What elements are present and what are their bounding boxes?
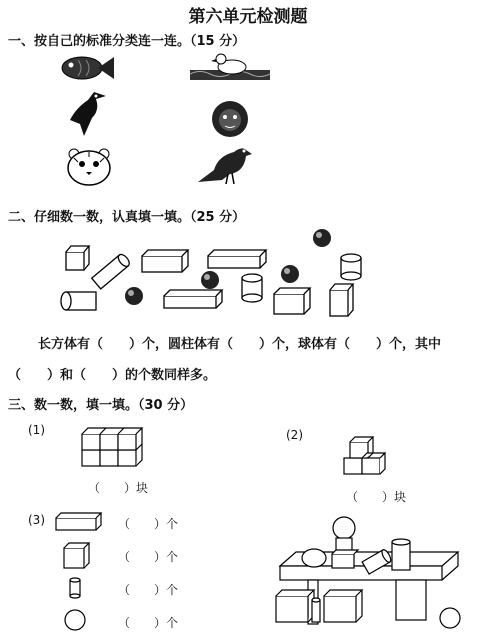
cylinder-icon — [70, 578, 80, 598]
part-3-row-2: （ ）个 — [118, 550, 179, 564]
cuboid-shape — [142, 250, 188, 272]
cube-stack-2 — [340, 434, 400, 480]
fill-in-line-2: （ ）和（ ）的个数同样多。 — [8, 368, 217, 383]
crow-picture — [66, 90, 108, 138]
duck-picture — [190, 52, 270, 84]
pigeon-picture — [196, 142, 254, 186]
shape-legend — [52, 510, 112, 636]
sphere-shape — [201, 271, 219, 289]
cuboid-shape — [164, 290, 222, 308]
sphere-shape — [281, 265, 299, 283]
cylinder-shape — [242, 274, 262, 302]
part-2-label: (2) — [286, 428, 303, 442]
cube-icon — [64, 543, 89, 568]
fill-in-line-1: 长方体有（ ）个，圆柱体有（ ）个，球体有（ ）个，其中 — [38, 337, 442, 352]
sphere-shape — [313, 229, 331, 247]
section-3-heading: 三、数一数，填一填。（30 分） — [8, 398, 194, 413]
part-1-answer: （ ）块 — [88, 481, 149, 495]
sphere-shape — [125, 287, 143, 305]
cuboid-shape — [330, 284, 353, 316]
part-3-row-3: （ ）个 — [118, 583, 179, 597]
section-2-heading: 二、仔细数一数，认真填一填。（25 分） — [8, 210, 246, 225]
lion-picture — [210, 100, 250, 138]
cuboid-shape — [208, 250, 266, 268]
cylinder-shape — [92, 252, 132, 288]
section-1-heading: 一、按自己的标准分类连一连。（15 分） — [8, 34, 246, 49]
tiger-picture — [66, 148, 112, 186]
cube-stack-1 — [78, 424, 144, 470]
part-1-label: (1) — [28, 423, 45, 437]
part-2-answer: （ ）块 — [346, 490, 407, 504]
cuboid-shape — [274, 288, 310, 314]
part-3-label: (3) — [28, 513, 45, 527]
part-3-row-4: （ ）个 — [118, 616, 179, 630]
sphere-icon — [65, 610, 85, 630]
cube-shape — [66, 246, 89, 270]
building-figure — [272, 514, 466, 634]
page-title: 第六单元检测题 — [188, 7, 308, 27]
fish-picture — [58, 52, 116, 84]
cuboid-icon — [56, 513, 101, 530]
part-3-row-1: （ ）个 — [118, 517, 179, 531]
cylinder-shape — [341, 254, 361, 280]
shapes-group — [0, 226, 496, 322]
cylinder-shape — [61, 292, 96, 310]
